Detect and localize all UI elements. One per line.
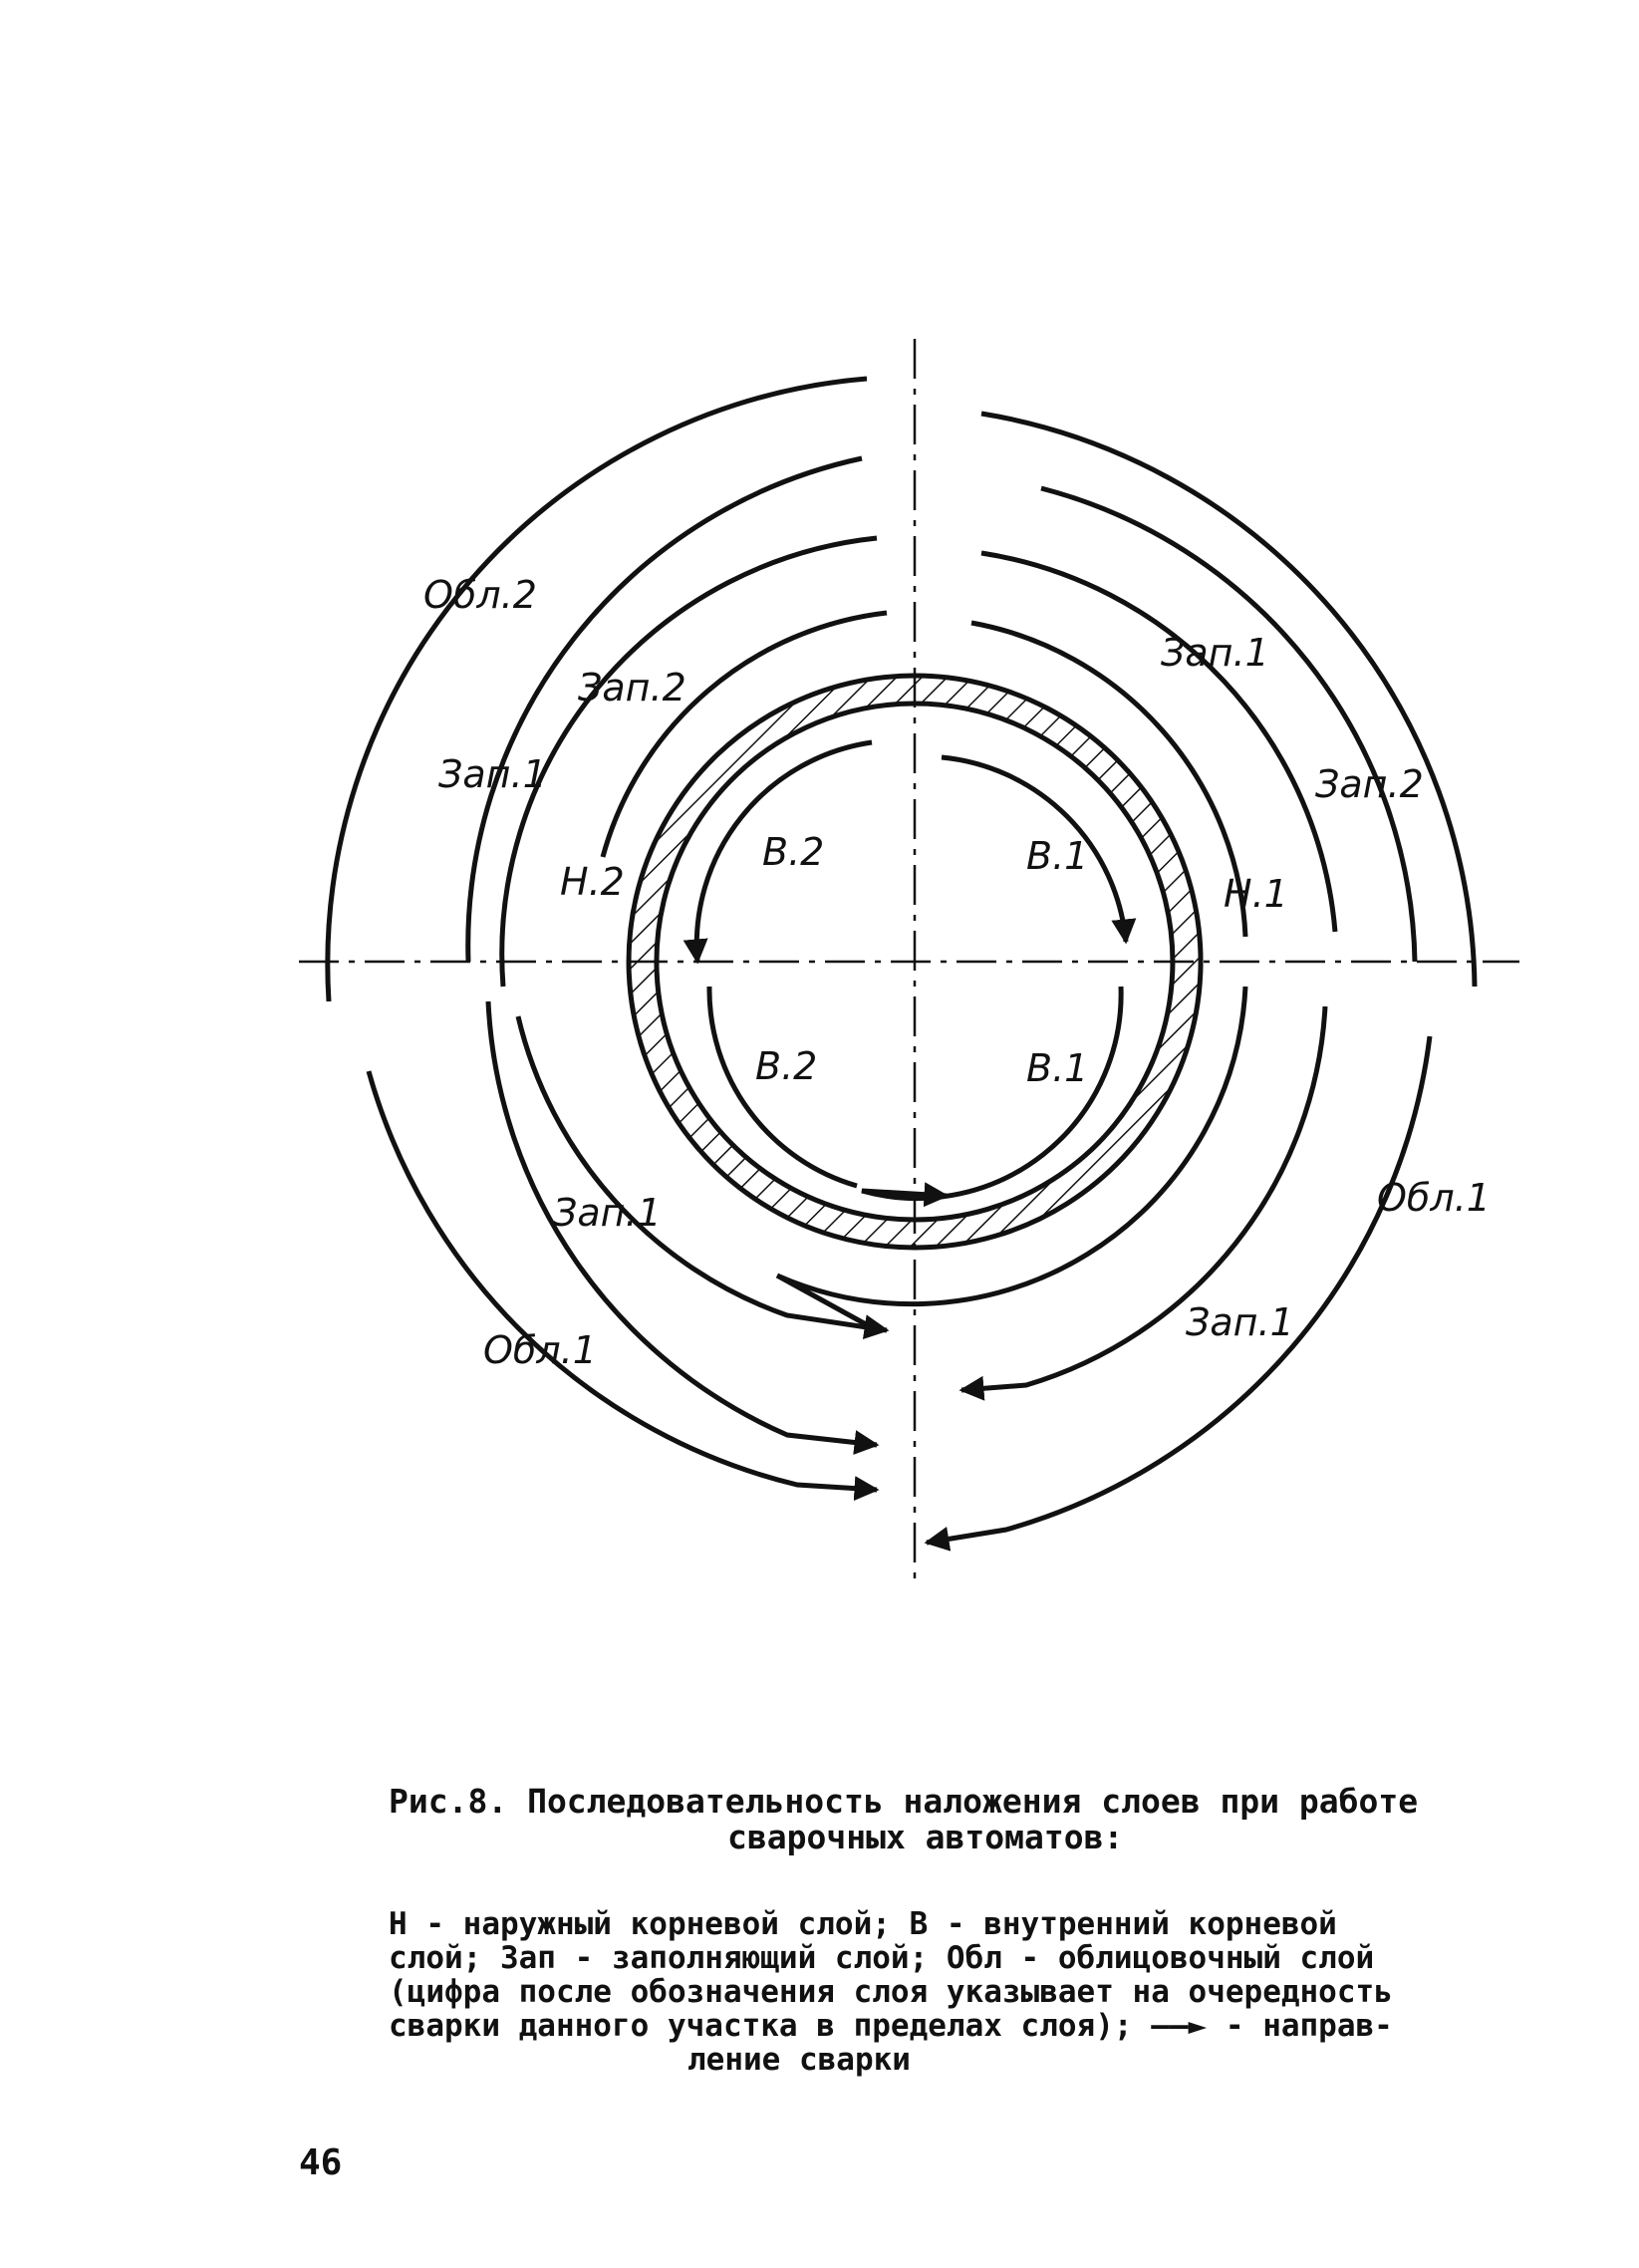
label-obl2-top-left: Обл.2 <box>423 573 537 617</box>
caption-title-line1: Рис.8. Последовательность наложения слоев при работе <box>389 1782 1419 1821</box>
label-zap2-right: Зап.2 <box>1315 762 1424 806</box>
fill-layer-zap1-bottom-left <box>518 1016 887 1330</box>
label-n2: Н.2 <box>560 860 625 904</box>
label-b2-top: В.2 <box>762 830 825 874</box>
page-number: 46 <box>299 2142 343 2183</box>
label-zap2-top-left: Зап.2 <box>578 666 686 709</box>
caption-body: Н - наружный корневой слой; В - внутренний корневой слой; Зап - заполняющий слой; Обл - облицовочный слой (цифра после обозначения слоя указывает на очередность сварки данного участка в пределах слоя); ——► - направ- <box>389 1906 1393 2044</box>
label-b2-bottom: В.2 <box>755 1044 818 1088</box>
label-b1-top: В.1 <box>1026 834 1089 878</box>
label-n1: Н.1 <box>1224 872 1288 916</box>
label-b1-bottom: В.1 <box>1026 1046 1089 1090</box>
label-obl1-bottom-left: Обл.1 <box>483 1328 597 1372</box>
figure-caption-legend <box>389 1873 1485 2111</box>
label-zap1-bottom-left: Зап.1 <box>553 1191 662 1235</box>
caption-body-last: ление сварки <box>687 2042 911 2078</box>
label-zap1-top-right: Зап.1 <box>1161 631 1269 675</box>
fill-layer-zap2-top-left <box>502 538 877 987</box>
figure-caption-title <box>389 1784 1485 1855</box>
label-obl1-right: Обл.1 <box>1377 1176 1491 1220</box>
cap-layer-obl1-bottom-left <box>369 1071 877 1490</box>
label-zap1-bottom-right: Зап.1 <box>1186 1300 1294 1344</box>
caption-title-line2: сварочных автоматов: <box>727 1818 1124 1856</box>
label-zap1-left: Зап.1 <box>438 752 547 796</box>
